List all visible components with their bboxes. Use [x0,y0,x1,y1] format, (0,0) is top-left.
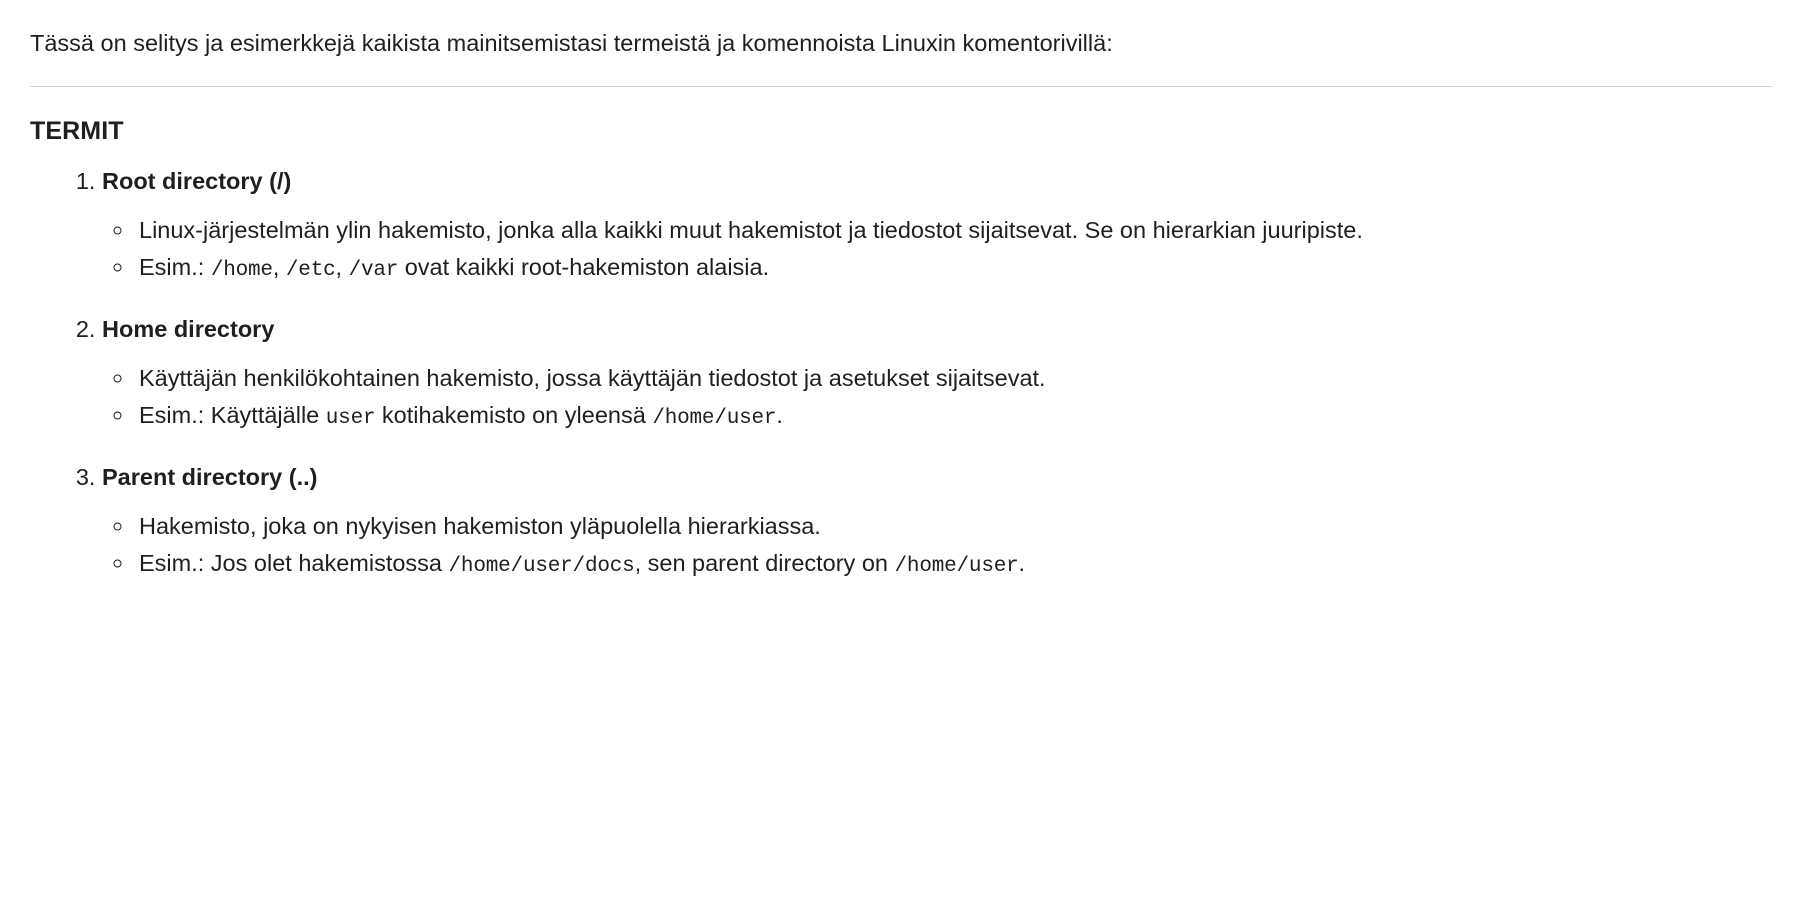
inline-code: user [325,406,376,430]
detail-text: Käyttäjän henkilökohtainen hakemisto, jossa käyttäjän tiedostot ja asetukset sijaitsevat. [139,364,1046,391]
inline-code: /home/user [652,406,777,430]
term-detail-item [135,361,1772,396]
inline-code: /var [348,258,399,282]
page-title: TERMIT [30,117,124,146]
term-detail-list [102,361,1772,434]
terms-list [30,168,1772,582]
inline-code: /home/user/docs [448,554,635,578]
term-item [102,316,1772,434]
detail-text: Esim.: Käyttäjälle [139,401,326,428]
term-detail-item [135,213,1772,248]
term-detail-item [135,398,1772,434]
detail-text: Esim.: Jos olet hakemistossa [139,549,449,576]
term-detail-item [135,546,1772,582]
detail-text: . [776,401,783,428]
detail-text: ovat kaikki root-hakemiston alaisia. [398,253,770,280]
inline-code: /home/user [894,554,1019,578]
term-detail-item [135,250,1772,286]
detail-text: Hakemisto, joka on nykyisen hakemiston yläpuolella hierarkiassa. [139,512,821,539]
detail-text: Esim.: [139,253,211,280]
term-detail-list [102,213,1772,286]
detail-text: kotihakemisto on yleensä [375,401,653,428]
detail-text: . [1018,549,1026,576]
term-detail-list [102,509,1772,582]
detail-text: , [335,253,349,280]
section-divider [30,86,1772,87]
detail-text: , [272,253,286,280]
inline-code: /home [210,258,273,282]
term-detail-item [135,509,1772,544]
term-heading: Parent directory (..) [102,463,318,490]
term-item [102,168,1772,286]
term-heading: Home directory [102,315,275,342]
term-heading: Root directory (/) [102,168,292,195]
intro-paragraph: Tässä on selitys ja esimerkkejä kaikista mainitsemistasi termeistä ja komennoista Linuxin komentorivillä: [30,30,1113,56]
inline-code: /etc [285,258,336,282]
detail-text: Linux-järjestelmän ylin hakemisto, jonka alla kaikki muut hakemistot ja tiedostot sijaitsevat. Se on hierarkian juuripiste. [139,217,1363,244]
term-item [102,464,1772,582]
detail-text: , sen parent directory on [634,549,895,576]
